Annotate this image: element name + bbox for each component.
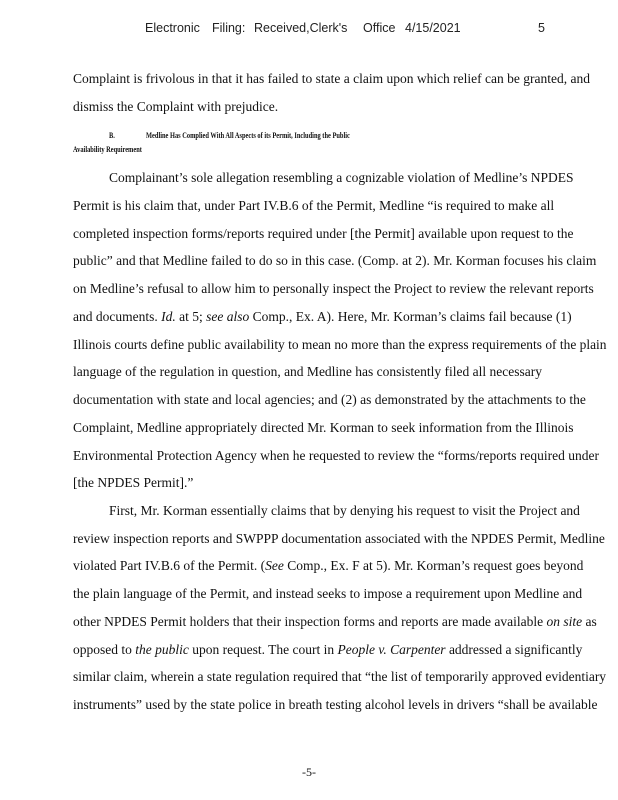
header-office: Office — [363, 21, 396, 35]
text-line: on Medline’s refusal to allow him to personally inspect the Project to review the relevant reports — [73, 281, 594, 296]
text-line: Complaint, Medline appropriately directed Mr. Korman to seek information from the Illinois — [73, 420, 574, 435]
page-footer-number: -5- — [302, 765, 316, 779]
text-line: Environmental Protection Agency when he requested to review the “forms/reports required under — [73, 448, 599, 463]
text-line: similar claim, wherein a state regulation required that “the list of temporarily approved evidentiary — [73, 669, 607, 684]
text-line: the plain language of the Permit, and instead seeks to impose a requirement upon Medline and — [73, 586, 583, 601]
text-line: review inspection reports and SWPPP documentation associated with the NPDES Permit, Medline — [73, 531, 605, 546]
text-line: public” and that Medline failed to do so in this case. (Comp. at 2). Mr. Korman focuses his claim — [73, 253, 597, 268]
text-line: Complaint is frivolous in that it has failed to state a claim upon which relief can be granted, and — [73, 71, 590, 86]
text-line: other NPDES Permit holders that their inspection forms and reports are made available on site as — [73, 614, 597, 629]
text-line: First, Mr. Korman essentially claims that by denying his request to visit the Project and — [109, 503, 580, 518]
section-heading-letter: B. — [109, 131, 115, 140]
section-heading-title-cont: Availability Requirement — [73, 145, 142, 154]
text-line: documentation with state and local agencies; and (2) as demonstrated by the attachments to the — [73, 392, 586, 407]
text-line: language of the regulation in question, and Medline has consistently filed all necessary — [73, 364, 542, 379]
text-line: [the NPDES Permit].” — [73, 475, 194, 490]
text-line: opposed to the public upon request. The court in People v. Carpenter addressed a significantly — [73, 642, 583, 657]
text-line: Illinois courts define public availability to mean no more than the express requirements of the plain — [73, 337, 607, 352]
header-filing: Filing: — [212, 21, 246, 35]
text-line: Permit is his claim that, under Part IV.B.6 of the Permit, Medline “is required to make all — [73, 198, 555, 213]
text-line: completed inspection forms/reports required under [the Permit] available upon request to the — [73, 226, 574, 241]
filing-stamp-header — [0, 21, 618, 37]
text-line: and documents. Id. at 5; see also Comp., Ex. A). Here, Mr. Korman’s claims fail because (1) — [73, 309, 572, 324]
header-electronic: Electronic — [145, 21, 200, 35]
text-line: dismiss the Complaint with prejudice. — [73, 99, 279, 114]
header-date: 4/15/2021 — [405, 21, 461, 35]
section-heading-title: Medline Has Complied With All Aspects of its Permit, Including the Public — [146, 131, 350, 140]
header-page-number: 5 — [538, 21, 545, 35]
text-line: Complainant’s sole allegation resembling a cognizable violation of Medline’s NPDES — [109, 170, 574, 185]
header-received-clerks: Received,Clerk's — [254, 21, 348, 35]
text-line: instruments” used by the state police in breath testing alcohol levels in drivers “shall be available — [73, 697, 598, 712]
text-line: violated Part IV.B.6 of the Permit. (See Comp., Ex. F at 5). Mr. Korman’s request goes beyond — [73, 558, 584, 573]
